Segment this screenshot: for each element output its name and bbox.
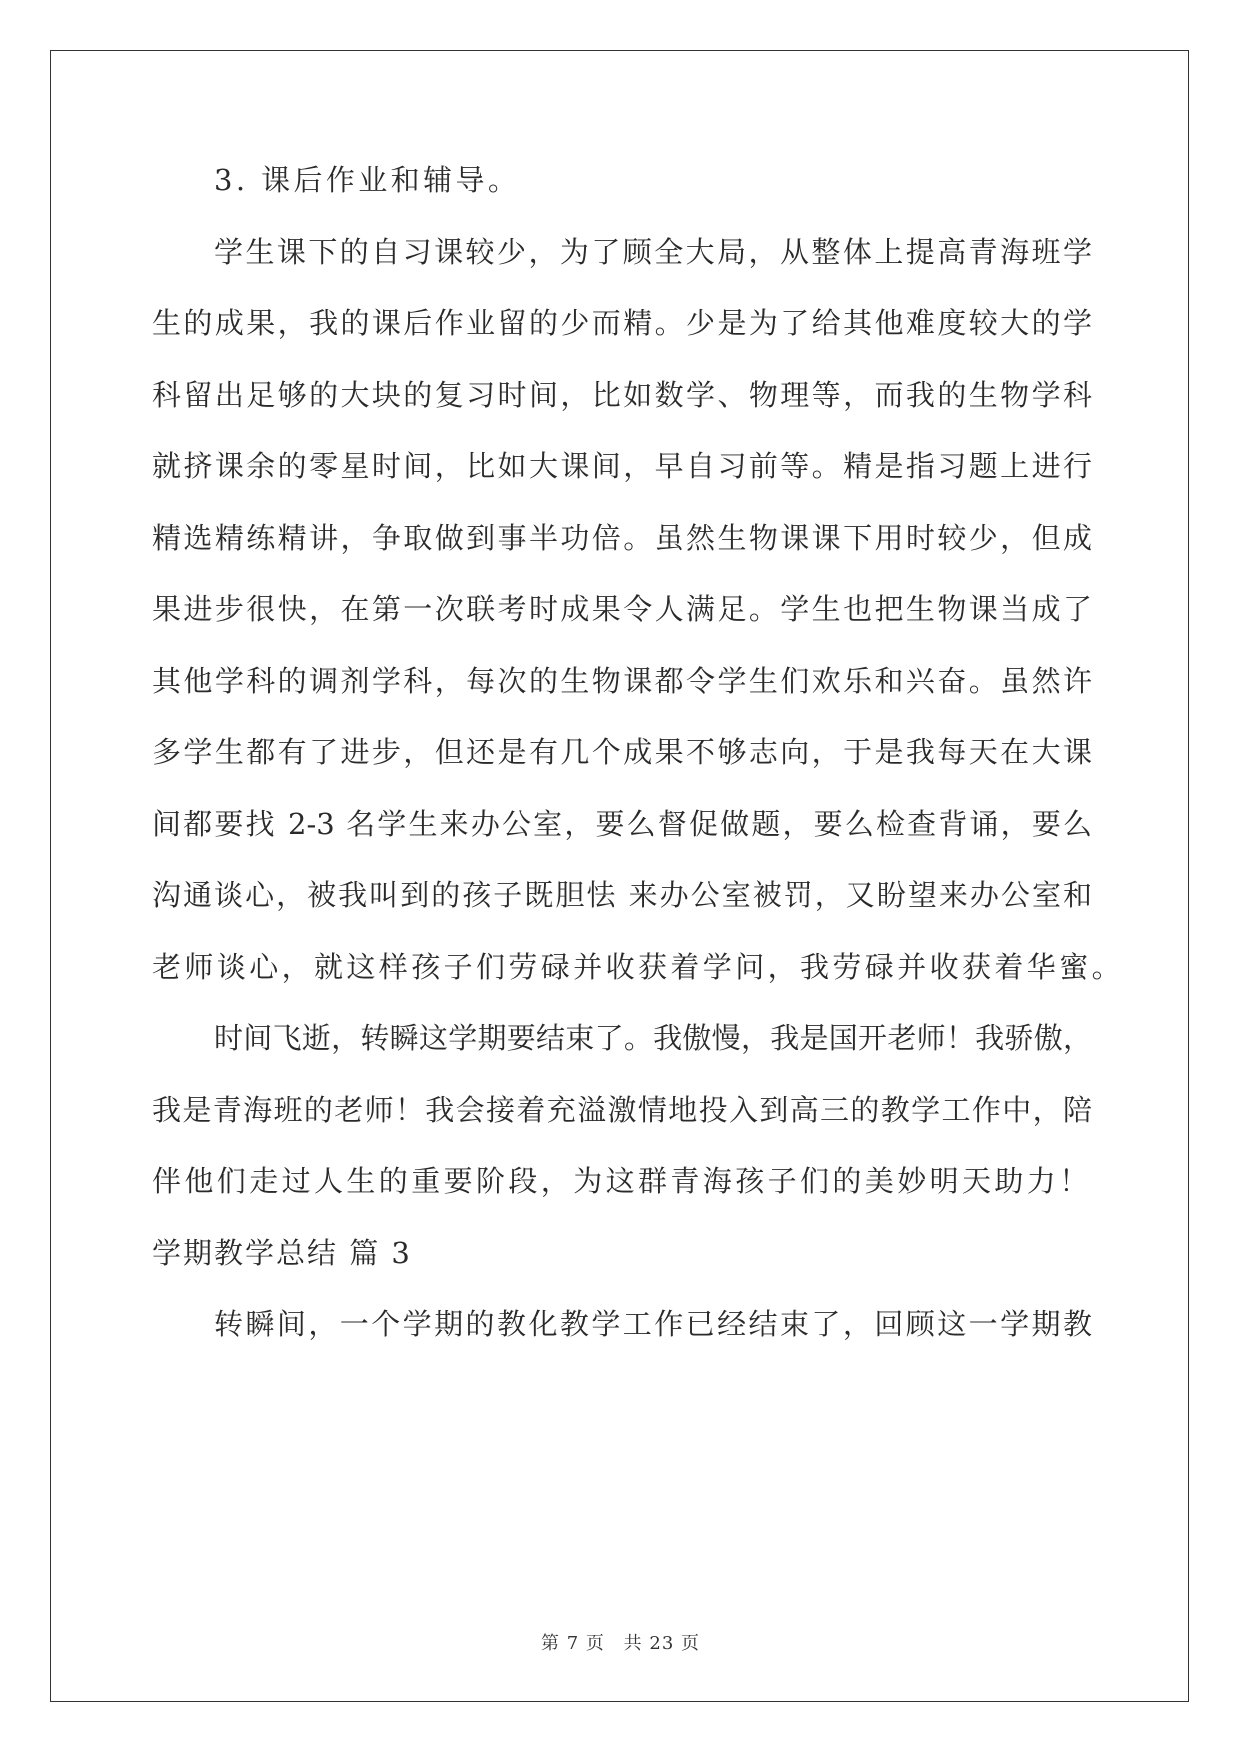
paragraph-line: 老师谈心，就这样孩子们劳碌并收获着学问，我劳碌并收获着华蜜。 [152, 949, 1125, 984]
paragraph-line: 生的成果，我的课后作业留的少而精。少是为了给其他难度较大的学 [152, 306, 1092, 340]
paragraph-line: 就挤课余的零星时间，比如大课间，早自习前等。精是指习题上进行 [152, 449, 1092, 483]
paragraph-line: 精选精练精讲，争取做到事半功倍。虽然生物课课下用时较少，但成 [152, 520, 1092, 555]
paragraph-line: 多学生都有了进步，但还是有几个成果不够志向，于是我每天在大课 [152, 735, 1092, 769]
page-number: 第 7 页 [541, 1633, 605, 1654]
section-item-heading: 3. 课后作业和辅导。 [214, 163, 521, 197]
paragraph-line: 其他学科的调剂学科，每次的生物课都令学生们欢乐和兴奋。虽然许 [152, 663, 1092, 698]
paragraph-line: 科留出足够的大块的复习时间，比如数学、物理等，而我的生物学科 [152, 377, 1092, 412]
paragraph-line: 伴他们走过人生的重要阶段，为这群青海孩子们的美妙明天助力！ [152, 1164, 1092, 1198]
paragraph-line: 我是青海班的老师！我会接着充溢激情地投入到高三的教学工作中，陪 [152, 1092, 1092, 1127]
paragraph-line: 果进步很快，在第一次联考时成果令人满足。学生也把生物课当成了 [152, 592, 1092, 626]
paragraph-line: 学生课下的自习课较少，为了顾全大局，从整体上提高青海班学 [214, 234, 1092, 269]
paragraph-line: 转瞬间，一个学期的教化教学工作已经结束了，回顾这一学期教 [214, 1307, 1092, 1341]
paragraph-line: 沟通谈心，被我叫到的孩子既胆怯 来办公室被罚，又盼望来办公室和 [152, 878, 1092, 912]
paragraph-line: 间都要找 2-3 名学生来办公室，要么督促做题，要么检查背诵，要么 [152, 806, 1092, 841]
page-footer [0, 1629, 1241, 1655]
paragraph-line: 时间飞逝，转瞬这学期要结束了。我傲慢，我是国开老师！我骄傲， [214, 1021, 1092, 1055]
section-title: 学期教学总结 篇 3 [152, 1235, 412, 1270]
page-total: 共 23 页 [623, 1633, 700, 1654]
